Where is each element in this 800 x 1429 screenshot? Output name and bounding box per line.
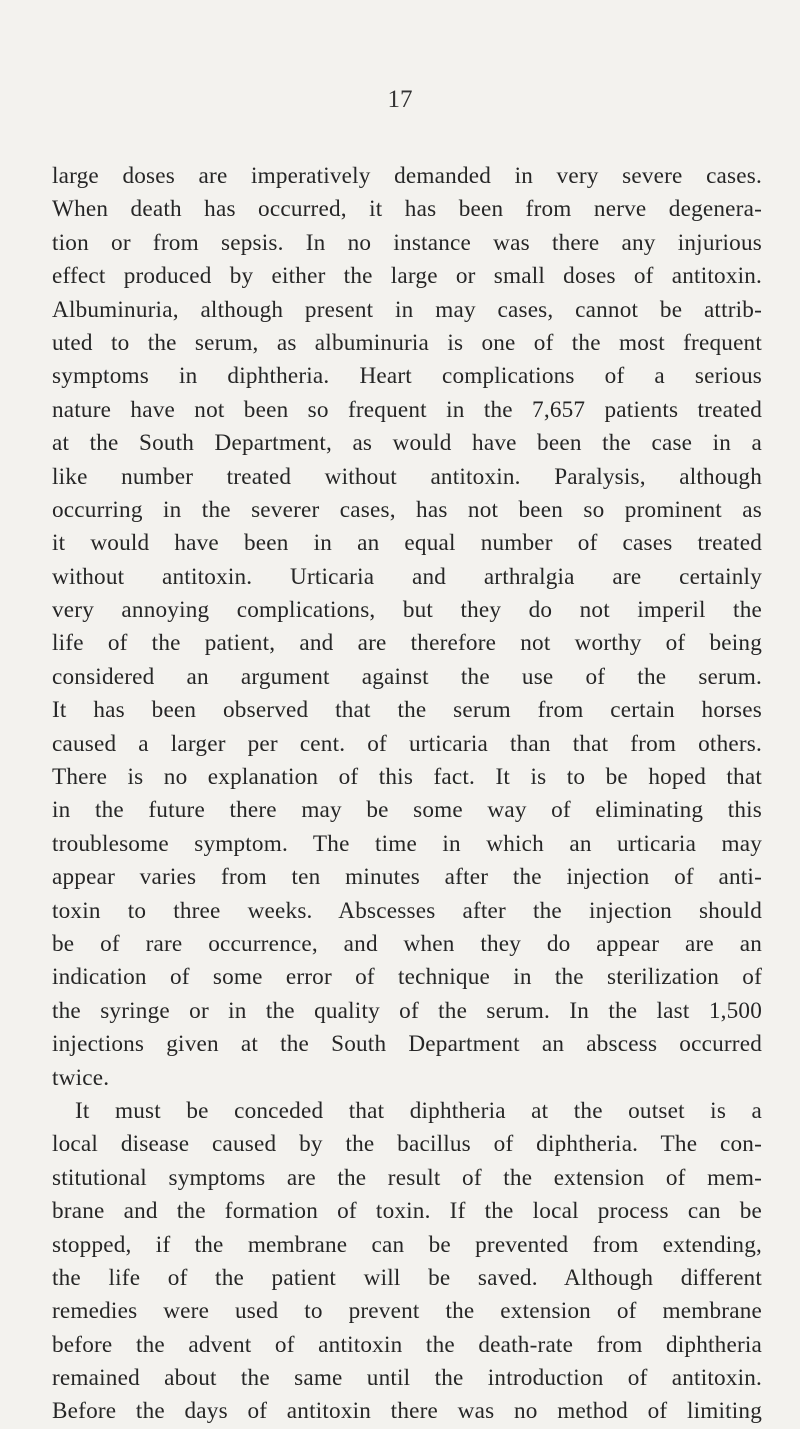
text-line: effect produced by either the large or small doses of antitoxin.	[52, 263, 762, 290]
text-line: When death has occurred, it has been from nerve degenera-	[52, 196, 762, 223]
text-line: the life of the patient will be saved. Although different	[52, 1264, 762, 1291]
text-line: considered an argument against the use of the serum.	[52, 663, 762, 690]
text-line: It must be conceded that diphtheria at the outset is a	[75, 1097, 762, 1124]
text-line: There is no explanation of this fact. It is to be hoped that	[52, 764, 762, 791]
text-line: appear varies from ten minutes after the injection of anti-	[52, 864, 762, 891]
text-line: local disease caused by the bacillus of diphtheria. The con-	[52, 1131, 762, 1158]
text-line: before the advent of antitoxin the death-rate from diphtheria	[52, 1331, 762, 1358]
text-line: uted to the serum, as albuminuria is one of the most frequent	[52, 329, 762, 356]
text-line: brane and the formation of toxin. If the local process can be	[52, 1198, 762, 1225]
text-line: without antitoxin. Urticaria and arthralgia are certainly	[52, 563, 762, 590]
text-line: injections given at the South Department an abscess occurred	[52, 1031, 762, 1058]
text-line: remained about the same until the introduction of antitoxin.	[52, 1365, 762, 1392]
text-line: it would have been in an equal number of cases treated	[52, 530, 762, 557]
text-line: be of rare occurrence, and when they do appear are an	[52, 930, 762, 957]
text-line: like number treated without antitoxin. Paralysis, although	[52, 463, 762, 490]
text-line: Before the days of antitoxin there was no method of limiting	[52, 1398, 762, 1425]
body-text	[52, 160, 762, 1429]
text-line: toxin to three weeks. Abscesses after the injection should	[52, 897, 762, 924]
text-line: remedies were used to prevent the extension of membrane	[52, 1298, 762, 1325]
paragraph-1	[52, 160, 762, 1095]
text-line: in the future there may be some way of eliminating this	[52, 797, 762, 824]
text-line: large doses are imperatively demanded in very severe cases.	[52, 163, 762, 189]
text-line: symptoms in diphtheria. Heart complications of a serious	[52, 363, 762, 390]
text-line: troublesome symptom. The time in which an urticaria may	[52, 830, 762, 857]
text-line: nature have not been so frequent in the 7,657 patients treated	[52, 396, 762, 423]
text-line: It has been observed that the serum from certain horses	[52, 697, 762, 724]
text-line: tion or from sepsis. In no instance was there any injurious	[52, 229, 762, 256]
text-line: stitutional symptoms are the result of the extension of mem-	[52, 1164, 762, 1191]
text-line: the syringe or in the quality of the serum. In the last 1,500	[52, 997, 762, 1024]
page-number: 17	[387, 86, 413, 113]
text-line: twice.	[52, 1064, 110, 1091]
text-line: at the South Department, as would have been the case in a	[52, 430, 762, 457]
text-line: Albuminuria, although present in may cases, cannot be attrib-	[52, 296, 762, 323]
text-line: indication of some error of technique in the sterilization of	[52, 964, 762, 991]
paragraph-2	[52, 1095, 762, 1429]
text-line: occurring in the severer cases, has not been so prominent as	[52, 496, 762, 523]
text-line: stopped, if the membrane can be prevented from extending,	[52, 1231, 762, 1258]
text-line: very annoying complications, but they do not imperil the	[52, 597, 762, 624]
text-line: caused a larger per cent. of urticaria than that from others.	[52, 730, 762, 757]
text-line: life of the patient, and are therefore not worthy of being	[52, 630, 762, 657]
